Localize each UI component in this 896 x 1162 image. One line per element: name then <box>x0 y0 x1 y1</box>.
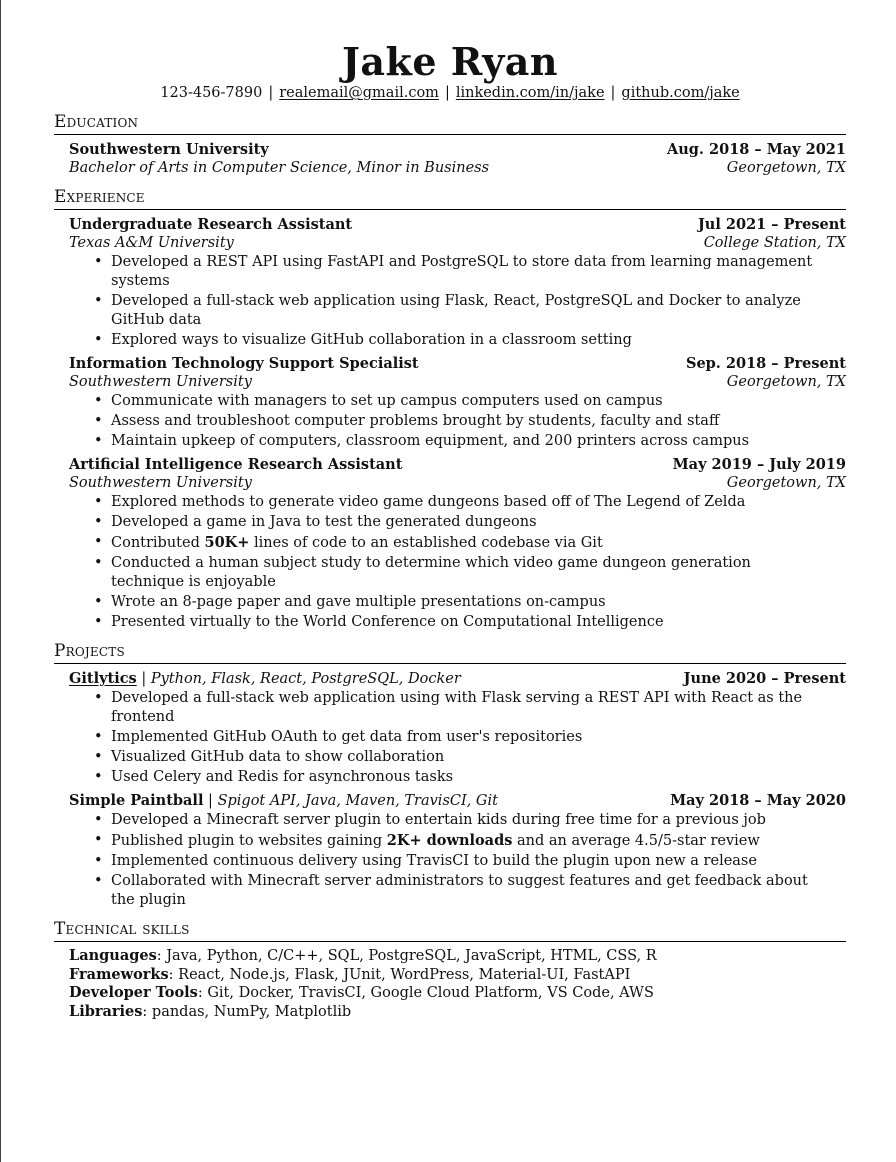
skills-list <box>69 947 846 1021</box>
project-dates: June 2020 – Present <box>683 670 846 687</box>
experience-entry <box>69 215 846 350</box>
project-heading <box>69 669 461 689</box>
bullet-item: • Communicate with managers to set up campus computers used on campus <box>111 392 846 411</box>
project-row <box>69 669 846 689</box>
github-link[interactable]: github.com/jake <box>621 85 740 101</box>
linkedin-link[interactable]: linkedin.com/in/jake <box>455 85 605 101</box>
education-entry <box>69 140 846 178</box>
education-dates: Aug. 2018 – May 2021 <box>666 141 846 158</box>
skill-row <box>69 984 846 1003</box>
bullet-highlight: 2K+ downloads <box>386 832 513 849</box>
project-separator: | <box>136 671 151 687</box>
degree: Bachelor of Arts in Computer Science, Minor in Business <box>69 160 490 176</box>
project-separator: | <box>203 793 218 809</box>
job-location: Georgetown, TX <box>726 374 846 390</box>
job-dates: Jul 2021 – Present <box>697 216 846 233</box>
skill-label: Libraries <box>69 1002 143 1020</box>
projects-list <box>54 669 846 910</box>
bullet-item: • Explored methods to generate video game dungeons based off of The Legend of Zelda <box>111 493 846 512</box>
skill-label: Developer Tools <box>69 984 198 1001</box>
job-dates: May 2019 – July 2019 <box>672 456 846 473</box>
experience-row <box>69 373 846 392</box>
bullet-item: • Assess and troubleshoot computer problems brought by students, faculty and staff <box>111 412 846 431</box>
job-dates: Sep. 2018 – Present <box>685 355 846 372</box>
bullet-item: • Implemented GitHub OAuth to get data from user's repositories <box>111 728 846 747</box>
experience-row <box>69 354 846 373</box>
bullet-item: • Collaborated with Minecraft server administrators to suggest features and get feedback about the plugin <box>111 872 846 910</box>
school-name: Southwestern University <box>69 141 269 158</box>
email-link[interactable]: realemail@gmail.com <box>279 85 439 101</box>
contact-separator: | <box>610 85 616 101</box>
bullet-item: • Developed a Minecraft server plugin to entertain kids during free time for a previous job <box>111 811 846 830</box>
experience-entry <box>69 455 846 632</box>
project-tech: Spigot API, Java, Maven, TravisCI, Git <box>217 793 498 809</box>
skill-values: : React, Node.js, Flask, JUnit, WordPress, Material-UI, FastAPI <box>168 966 631 983</box>
project-entry <box>69 669 846 787</box>
bullet-item: • Contributed 50K+ lines of code to an established codebase via Git <box>111 533 846 553</box>
resume-name: Jake Ryan <box>341 39 559 84</box>
project-row <box>69 791 846 811</box>
contact-separator: | <box>444 85 450 101</box>
bullet-item: • Used Celery and Redis for asynchronous tasks <box>111 768 846 787</box>
education-location: Georgetown, TX <box>726 160 846 176</box>
project-entry <box>69 791 846 910</box>
organization: Southwestern University <box>69 374 252 390</box>
skill-row <box>69 947 846 966</box>
project-name[interactable]: Gitlytics <box>69 670 137 687</box>
projects-heading: Projects <box>54 640 846 664</box>
experience-row <box>69 474 846 493</box>
bullet-item: • Implemented continuous delivery using TravisCI to build the plugin upon new a release <box>111 852 846 871</box>
project-tech: Python, Flask, React, PostgreSQL, Docker <box>150 671 461 687</box>
skill-label: Languages <box>69 947 157 964</box>
phone-number: 123-456-7890 <box>160 85 263 101</box>
skill-row <box>69 966 846 985</box>
bullet-item: • Developed a full-stack web application using Flask, React, PostgreSQL and Docker to analyze GitHub data <box>111 292 846 330</box>
bullet-item: • Developed a game in Java to test the generated dungeons <box>111 513 846 532</box>
skill-values: : Git, Docker, TravisCI, Google Cloud Platform, VS Code, AWS <box>197 985 654 1001</box>
education-heading: Education <box>54 111 846 135</box>
bullet-item: • Visualized GitHub data to show collaboration <box>111 748 846 767</box>
contact-separator: | <box>268 85 274 101</box>
job-title: Artificial Intelligence Research Assistant <box>69 456 403 473</box>
skill-values: : pandas, NumPy, Matplotlib <box>142 1003 352 1020</box>
bullet-item: • Maintain upkeep of computers, classroom equipment, and 200 printers across campus <box>111 432 846 451</box>
skill-row <box>69 1003 846 1022</box>
bullet-list <box>69 392 846 451</box>
bullet-item: • Wrote an 8-page paper and gave multiple presentations on-campus <box>111 593 846 612</box>
project-dates: May 2018 – May 2020 <box>670 792 846 809</box>
project-name: Simple Paintball <box>69 792 204 809</box>
contact-line <box>54 84 846 103</box>
job-location: College Station, TX <box>703 235 846 251</box>
job-location: Georgetown, TX <box>726 475 846 491</box>
experience-list <box>54 215 846 632</box>
skills-heading: Technical skills <box>54 918 846 942</box>
bullet-item: • Published plugin to websites gaining 2K+ downloads and an average 4.5/5-star review <box>111 831 846 851</box>
experience-entry <box>69 354 846 451</box>
bullet-item: • Developed a REST API using FastAPI and PostgreSQL to store data from learning management systems <box>111 253 846 291</box>
bullet-item: • Explored ways to visualize GitHub collaboration in a classroom setting <box>111 331 846 350</box>
bullet-list <box>69 253 846 350</box>
skill-label: Frameworks <box>69 965 169 983</box>
organization: Texas A&M University <box>69 235 234 251</box>
job-title: Undergraduate Research Assistant <box>69 216 353 233</box>
experience-row <box>69 455 846 474</box>
job-title: Information Technology Support Specialist <box>69 355 419 372</box>
bullet-list <box>69 811 846 910</box>
bullet-item: • Developed a full-stack web application using with Flask serving a REST API with React as the frontend <box>111 689 846 727</box>
bullet-item: • Presented virtually to the World Conference on Computational Intelligence <box>111 613 846 632</box>
page-left-border <box>0 0 1 1162</box>
bullet-highlight: 50K+ <box>204 534 250 551</box>
bullet-list <box>69 689 846 787</box>
experience-row <box>69 234 846 253</box>
bullet-list <box>69 493 846 632</box>
skill-values: : Java, Python, C/C++, SQL, PostgreSQL, JavaScript, HTML, CSS, R <box>156 948 657 964</box>
experience-heading: Experience <box>54 186 846 210</box>
organization: Southwestern University <box>69 475 252 491</box>
experience-row <box>69 215 846 234</box>
bullet-item: • Conducted a human subject study to determine which video game dungeon generation technique is enjoyable <box>111 554 846 592</box>
resume-page <box>54 40 846 1021</box>
project-heading <box>69 791 498 811</box>
